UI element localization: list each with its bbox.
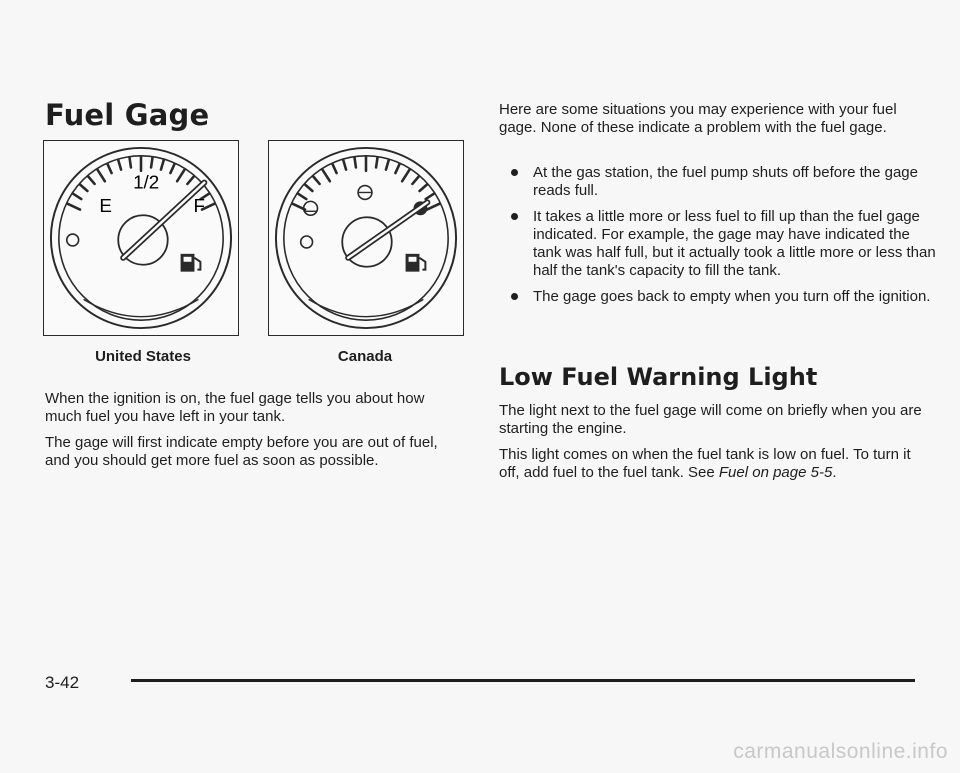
page-number: 3-42 bbox=[45, 673, 80, 692]
dial-tick bbox=[108, 164, 112, 173]
fuel-gauge-canada-icon bbox=[269, 141, 463, 335]
fuel-gauge-us-icon bbox=[44, 141, 238, 335]
fuel-cross-reference-link[interactable]: Fuel on page 5-5 bbox=[718, 464, 833, 481]
dial-tick bbox=[333, 164, 337, 173]
dial-tick bbox=[88, 176, 94, 184]
gauge-full-label: F bbox=[193, 195, 205, 217]
watermark: carmanualsonline.info bbox=[733, 740, 948, 763]
fuel-pump-icon bbox=[406, 254, 426, 272]
dial-tick bbox=[67, 204, 80, 210]
dial-tick bbox=[80, 184, 87, 191]
dial-tick bbox=[402, 170, 409, 182]
warning-light-paragraph-2: This light comes on when the fuel tank is low on fuel. To turn it off, add fuel to the fuel tank. See Fuel on page 5-5. bbox=[499, 446, 911, 481]
list-item: The gage goes back to empty when you turn off the ignition. bbox=[501, 288, 941, 306]
warning-light-paragraph-1: The light next to the fuel gage will come on briefly when you are starting the engine. bbox=[499, 402, 922, 437]
dial-tick bbox=[376, 158, 377, 168]
dial-tick bbox=[322, 170, 329, 182]
dial-tick bbox=[187, 176, 193, 184]
right-intro-paragraph: Here are some situations you may experience with your fuel gage. None of these indicate a problem with the fuel gage. bbox=[499, 101, 897, 136]
footer-rule bbox=[131, 679, 915, 682]
dial-tick bbox=[313, 176, 319, 184]
dial-tick bbox=[343, 160, 346, 170]
gauge-half-label: 1/2 bbox=[133, 171, 160, 193]
dial-tick bbox=[118, 160, 121, 170]
dial-tick bbox=[412, 176, 418, 184]
page-title: Fuel Gage bbox=[45, 98, 210, 132]
dial-tick bbox=[161, 160, 164, 170]
canada-gauge-caption: Canada bbox=[337, 348, 393, 365]
dial-tick bbox=[97, 170, 104, 182]
situations-list bbox=[501, 164, 941, 314]
dial-tick bbox=[151, 158, 152, 168]
us-gauge-caption: United States bbox=[95, 348, 191, 365]
section-heading: Low Fuel Warning Light bbox=[499, 363, 818, 391]
bullet-icon bbox=[511, 213, 518, 220]
dial-tick bbox=[395, 164, 399, 173]
left-paragraph-2: The gage will first indicate empty before you are out of fuel, and you should get more fuel as soon as possible. bbox=[45, 434, 438, 469]
canada-fuel-gauge-illustration bbox=[268, 140, 464, 336]
bullet-icon bbox=[511, 293, 518, 300]
gauge-empty-label: E bbox=[99, 195, 112, 217]
dial-tick bbox=[426, 194, 434, 199]
dial-tick bbox=[386, 160, 389, 170]
list-item: It takes a little more or less fuel to fill up than the fuel gage indicated. For example, the gage may have indicated the tank was half full, but it actually took a little more or less than half the tank's capacity to fill the tank. bbox=[501, 208, 941, 280]
dial-tick bbox=[177, 170, 184, 182]
empty-symbol-icon bbox=[304, 201, 318, 215]
dial-tick bbox=[305, 184, 312, 191]
dial-tick bbox=[355, 158, 356, 168]
dial-tick bbox=[73, 194, 81, 199]
us-fuel-gauge-illustration bbox=[43, 140, 239, 336]
bullet-icon bbox=[511, 169, 518, 176]
fuel-pump-icon bbox=[181, 254, 201, 272]
dial-tick bbox=[298, 194, 306, 199]
half-symbol-icon bbox=[358, 186, 372, 200]
list-item: At the gas station, the fuel pump shuts off before the gage reads full. bbox=[501, 164, 941, 200]
left-paragraph-1: When the ignition is on, the fuel gage tells you about how much fuel you have left in your tank. bbox=[45, 390, 425, 425]
dial-tick bbox=[420, 184, 427, 191]
dial-tick bbox=[130, 158, 131, 168]
dial-tick bbox=[170, 164, 174, 173]
